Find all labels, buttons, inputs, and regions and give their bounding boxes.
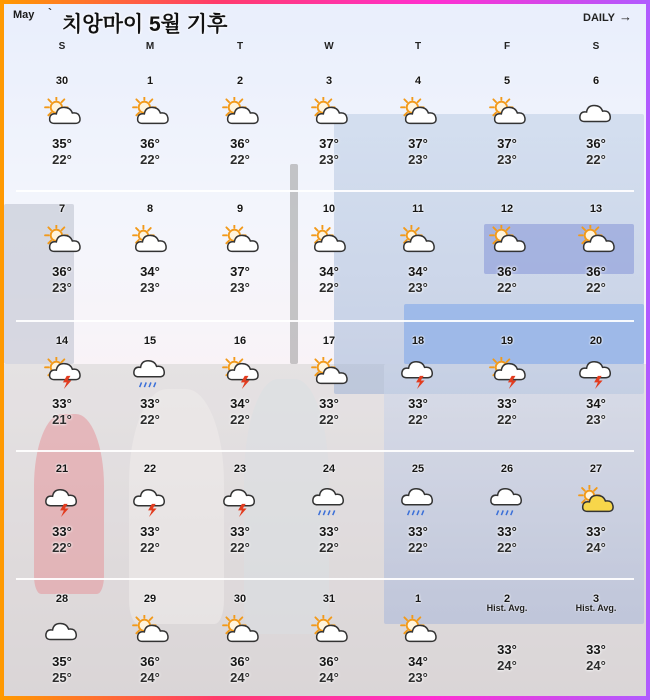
high-temperature: 33° bbox=[52, 524, 72, 539]
low-temperature: 22° bbox=[52, 540, 72, 555]
low-temperature: 22° bbox=[408, 412, 428, 427]
high-temperature: 33° bbox=[497, 524, 517, 539]
day-number: 7 bbox=[58, 203, 66, 215]
day-number: 8 bbox=[146, 203, 154, 215]
day-number: 16 bbox=[233, 335, 247, 347]
high-temperature: 33° bbox=[497, 396, 517, 411]
weekday-label: F bbox=[503, 41, 511, 52]
historical-average-label: Hist. Avg. bbox=[486, 603, 528, 613]
high-temperature: 33° bbox=[586, 642, 606, 657]
weekday-label: W bbox=[324, 41, 334, 52]
day-cell[interactable] bbox=[16, 336, 108, 456]
day-cell[interactable] bbox=[194, 464, 286, 584]
day-number: 11 bbox=[412, 203, 424, 215]
high-temperature: 33° bbox=[230, 524, 250, 539]
day-cell[interactable] bbox=[461, 464, 553, 584]
day-number: 27 bbox=[589, 463, 603, 475]
day-number: 4 bbox=[414, 75, 422, 87]
weekday-label: T bbox=[236, 41, 244, 52]
low-temperature: 24° bbox=[497, 658, 517, 673]
high-temperature: 35° bbox=[52, 654, 72, 669]
day-cell[interactable] bbox=[550, 76, 642, 196]
day-cell[interactable] bbox=[104, 76, 196, 196]
high-temperature: 34° bbox=[408, 654, 428, 669]
day-number: 5 bbox=[503, 75, 511, 87]
day-number: 31 bbox=[322, 593, 336, 605]
day-number: 21 bbox=[55, 463, 69, 475]
low-temperature: 23° bbox=[52, 280, 72, 295]
high-temperature: 36° bbox=[140, 136, 160, 151]
day-number: 25 bbox=[411, 463, 425, 475]
low-temperature: 22° bbox=[586, 152, 606, 167]
day-number: 17 bbox=[322, 335, 336, 347]
day-cell[interactable] bbox=[283, 464, 375, 584]
day-cell[interactable] bbox=[283, 336, 375, 456]
high-temperature: 33° bbox=[52, 396, 72, 411]
high-temperature: 36° bbox=[586, 264, 606, 279]
day-number: 6 bbox=[592, 75, 600, 87]
high-temperature: 34° bbox=[319, 264, 339, 279]
day-cell[interactable] bbox=[550, 204, 642, 324]
day-number: 22 bbox=[143, 463, 157, 475]
day-number: 19 bbox=[500, 335, 514, 347]
day-cell[interactable] bbox=[104, 204, 196, 324]
low-temperature: 23° bbox=[140, 280, 160, 295]
high-temperature: 34° bbox=[408, 264, 428, 279]
high-temperature: 33° bbox=[408, 524, 428, 539]
daily-view-toggle[interactable] bbox=[583, 9, 632, 24]
arrow-right-icon: → bbox=[619, 9, 632, 24]
low-temperature: 22° bbox=[497, 280, 517, 295]
high-temperature: 33° bbox=[586, 524, 606, 539]
day-number: 13 bbox=[589, 203, 603, 215]
high-temperature: 36° bbox=[319, 654, 339, 669]
low-temperature: 23° bbox=[230, 280, 250, 295]
day-cell[interactable] bbox=[550, 464, 642, 584]
weekday-label: M bbox=[145, 41, 155, 52]
high-temperature: 36° bbox=[52, 264, 72, 279]
day-cell[interactable] bbox=[194, 204, 286, 324]
high-temperature: 36° bbox=[230, 654, 250, 669]
low-temperature: 23° bbox=[408, 670, 428, 685]
day-cell[interactable] bbox=[104, 464, 196, 584]
low-temperature: 23° bbox=[497, 152, 517, 167]
low-temperature: 22° bbox=[140, 412, 160, 427]
low-temperature: 24° bbox=[230, 670, 250, 685]
day-number: 18 bbox=[411, 335, 425, 347]
day-number: 9 bbox=[236, 203, 244, 215]
high-temperature: 36° bbox=[140, 654, 160, 669]
day-number: 2 bbox=[503, 593, 511, 605]
day-cell[interactable] bbox=[372, 594, 464, 700]
day-cell[interactable] bbox=[372, 464, 464, 584]
day-number: 3 bbox=[592, 593, 600, 605]
month-label: May bbox=[13, 9, 35, 21]
high-temperature: 37° bbox=[319, 136, 339, 151]
low-temperature: 24° bbox=[319, 670, 339, 685]
day-cell[interactable] bbox=[550, 594, 642, 700]
low-temperature: 22° bbox=[586, 280, 606, 295]
day-cell[interactable] bbox=[283, 76, 375, 196]
low-temperature: 24° bbox=[586, 540, 606, 555]
high-temperature: 37° bbox=[497, 136, 517, 151]
day-cell[interactable] bbox=[372, 76, 464, 196]
high-temperature: 35° bbox=[52, 136, 72, 151]
day-number: 24 bbox=[322, 463, 336, 475]
daily-label: DAILY bbox=[583, 12, 615, 24]
day-number: 20 bbox=[589, 335, 603, 347]
day-cell[interactable] bbox=[16, 594, 108, 700]
day-number: 3 bbox=[325, 75, 333, 87]
day-cell[interactable] bbox=[104, 336, 196, 456]
day-cell[interactable] bbox=[461, 594, 553, 700]
high-temperature: 37° bbox=[230, 264, 250, 279]
day-number: 1 bbox=[146, 75, 154, 87]
high-temperature: 33° bbox=[140, 396, 160, 411]
day-cell[interactable] bbox=[16, 204, 108, 324]
high-temperature: 33° bbox=[140, 524, 160, 539]
page-title: 치앙마이 5월 기후 bbox=[62, 13, 228, 36]
day-cell[interactable] bbox=[16, 76, 108, 196]
high-temperature: 33° bbox=[497, 642, 517, 657]
weekday-label: S bbox=[592, 41, 600, 52]
calendar-header bbox=[4, 4, 646, 36]
high-temperature: 37° bbox=[408, 136, 428, 151]
tick-mark: ` bbox=[48, 6, 52, 20]
day-cell[interactable] bbox=[550, 336, 642, 456]
day-number: 2 bbox=[236, 75, 244, 87]
low-temperature: 22° bbox=[497, 412, 517, 427]
day-number: 15 bbox=[143, 335, 157, 347]
day-cell[interactable] bbox=[461, 76, 553, 196]
low-temperature: 22° bbox=[140, 540, 160, 555]
low-temperature: 24° bbox=[140, 670, 160, 685]
day-cell[interactable] bbox=[194, 336, 286, 456]
low-temperature: 23° bbox=[408, 280, 428, 295]
low-temperature: 22° bbox=[408, 540, 428, 555]
day-cell[interactable] bbox=[372, 336, 464, 456]
low-temperature: 23° bbox=[408, 152, 428, 167]
weekday-header-row bbox=[4, 41, 646, 55]
low-temperature: 24° bbox=[586, 658, 606, 673]
historical-average-label: Hist. Avg. bbox=[575, 603, 617, 613]
day-number: 30 bbox=[233, 593, 247, 605]
high-temperature: 34° bbox=[230, 396, 250, 411]
low-temperature: 23° bbox=[319, 152, 339, 167]
day-cell[interactable] bbox=[104, 594, 196, 700]
high-temperature: 33° bbox=[319, 396, 339, 411]
day-cell[interactable] bbox=[16, 464, 108, 584]
day-cell[interactable] bbox=[283, 204, 375, 324]
low-temperature: 22° bbox=[319, 412, 339, 427]
weekday-label: S bbox=[58, 41, 66, 52]
day-cell[interactable] bbox=[283, 594, 375, 700]
day-number: 26 bbox=[500, 463, 514, 475]
low-temperature: 22° bbox=[497, 540, 517, 555]
low-temperature: 25° bbox=[52, 670, 72, 685]
day-number: 28 bbox=[55, 593, 69, 605]
low-temperature: 22° bbox=[140, 152, 160, 167]
low-temperature: 22° bbox=[52, 152, 72, 167]
high-temperature: 34° bbox=[586, 396, 606, 411]
day-number: 29 bbox=[143, 593, 157, 605]
high-temperature: 36° bbox=[230, 136, 250, 151]
low-temperature: 23° bbox=[586, 412, 606, 427]
weekday-label: T bbox=[414, 41, 422, 52]
low-temperature: 22° bbox=[319, 280, 339, 295]
day-number: 14 bbox=[55, 335, 69, 347]
day-cell[interactable] bbox=[461, 336, 553, 456]
high-temperature: 33° bbox=[408, 396, 428, 411]
high-temperature: 33° bbox=[319, 524, 339, 539]
high-temperature: 36° bbox=[586, 136, 606, 151]
low-temperature: 22° bbox=[230, 540, 250, 555]
day-number: 30 bbox=[55, 75, 69, 87]
low-temperature: 22° bbox=[319, 540, 339, 555]
day-cell[interactable] bbox=[194, 594, 286, 700]
day-number: 1 bbox=[414, 593, 422, 605]
day-cell[interactable] bbox=[461, 204, 553, 324]
low-temperature: 21° bbox=[52, 412, 72, 427]
low-temperature: 22° bbox=[230, 412, 250, 427]
day-number: 10 bbox=[322, 203, 336, 215]
low-temperature: 22° bbox=[230, 152, 250, 167]
day-cell[interactable] bbox=[194, 76, 286, 196]
day-number: 23 bbox=[233, 463, 247, 475]
day-cell[interactable] bbox=[372, 204, 464, 324]
day-number: 12 bbox=[500, 203, 514, 215]
high-temperature: 36° bbox=[497, 264, 517, 279]
high-temperature: 34° bbox=[140, 264, 160, 279]
